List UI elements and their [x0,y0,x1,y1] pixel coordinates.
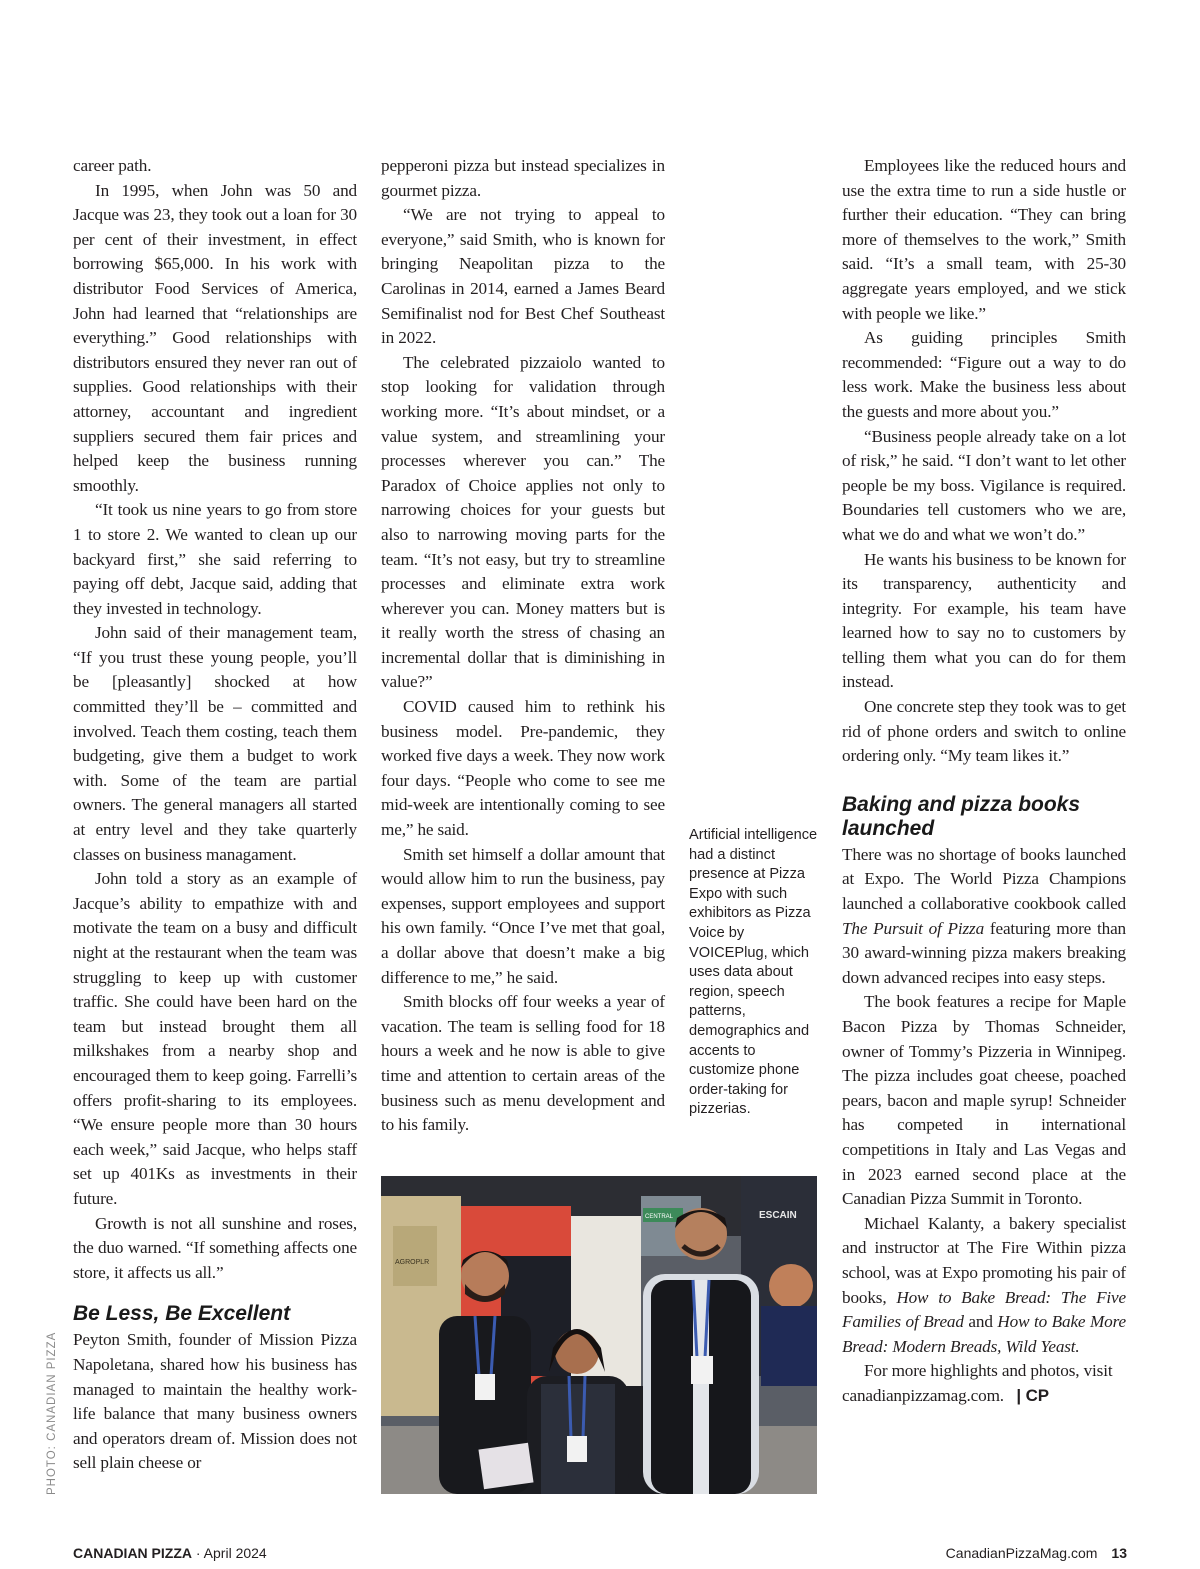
article-column-1 [73,154,357,1476]
issue-date: · April 2024 [192,1545,267,1561]
paragraph: pepperoni pizza but instead specializes in gourmet pizza. [381,156,665,200]
footer-publication [73,1545,267,1561]
text-span: There was no shortage of books launched at Expo. The World Pizza Champions launched a collaborative cookbook called [842,844,1126,914]
publication-name: CANADIAN PIZZA [73,1545,192,1561]
footer-site [946,1545,1127,1561]
paragraph: In 1995, when John was 50 and Jacque was 23, they took out a loan for 30 per cent of their investment, in effect borrowing $65,000. In his work with distributor Food Services of America, John had learned that “relationships are everything.” Good relationships with distributors ensured they never ran out of supplies. Good relationships with their attorney, accountant and ingredient suppliers secured them fair prices and helped keep the business running smoothly. [73,180,357,495]
paragraph: “It took us nine years to go from store 1 to store 2. We wanted to clean up our backyard first,” she said referring to paying off debt, Jacque said, adding that they invested in technology. [73,500,357,618]
paragraph [842,1212,1126,1360]
book-title: The Pursuit of Pizza [842,918,985,938]
article-column-3 [842,154,1126,1409]
page-number: 13 [1111,1545,1127,1561]
closing-text: For more highlights and photos, visit canadianpizzamag.com. [842,1361,1113,1405]
paragraph: Smith set himself a dollar amount that would allow him to run the business, pay expenses, support employees and support his own family. “Once I’ve met that goal, a dollar above that doesn’t make a big difference to me,” he said. [381,844,665,987]
end-mark: | CP [1016,1385,1049,1405]
subheading-baking-books: Baking and pizza books launched [842,792,1081,840]
expo-photo [381,1176,817,1494]
paragraph: Growth is not all sunshine and roses, the duo warned. “If something affects one store, it affects us all.” [73,1213,357,1282]
book-title: How to Bake Bread: The Five Families of Bread [842,1287,1127,1332]
article-column-2 [381,154,665,1138]
text-span: and [963,1312,998,1332]
book-title: How to Bake More Bread: Modern Breads, Wild Yeast. [842,1312,1126,1356]
paragraph: He wants his business to be known for its transparency, authenticity and integrity. For example, his team have learned how to say no to customers by telling them what you can do for them instead. [842,549,1126,692]
expo-photo-illustration [381,1176,817,1494]
paragraph: career path. [73,156,152,175]
text-span: Michael Kalanty, a bakery specialist and instructor at The Fire Within pizza school, was at Expo promoting his pair of books, [842,1213,1126,1307]
paragraph: As guiding principles Smith recommended: “Figure out a way to do less work. Make the business less about the guests and more about you.” [842,328,1126,421]
photo-credit: PHOTO: CANADIAN PIZZA [46,1331,58,1495]
text-span: featuring more than 30 award-winning pizza makers breaking down advanced recipes into easy steps. [842,918,1126,987]
paragraph: “Business people already take on a lot of risk,” he said. “I don’t want to let other people be my boss. Vigilance is required. Boundaries tell customers who we are, what we do and what we won’t do.” [842,426,1126,544]
paragraph: The celebrated pizzaiolo wanted to stop looking for validation through working more. “It’s about mindset, or a value system, and streamlining your processes wherever you can.” The Paradox of Choice applies not only to narrowing choices for your guests but also to narrowing moving parts for the team. “It’s not easy, but try to streamline processes and eliminate extra work wherever you can. Money matters but is it really worth the stress of chasing an incremental dollar that is diminishing in value?” [381,352,665,692]
subheading-be-less: Be Less, Be Excellent [73,1302,291,1326]
booth-sign-center: CENTRAL [645,1214,674,1220]
paragraph [842,843,1126,991]
paragraph: “We are not trying to appeal to everyone,” said Smith, who is known for bringing Neapolitan pizza to the Carolinas in 2014, earned a James Beard Semifinalist nod for Best Chef Southeast in 2022. [381,205,665,348]
paragraph: The book features a recipe for Maple Bacon Pizza by Thomas Schneider, owner of Tommy’s Pizzeria in Winnipeg. The pizza includes goat cheese, poached pears, bacon and maple syrup! Schneider has competed in international competitions in Italy and Las Vegas and in 2023 earned second place at the Canadian Pizza Summit in Toronto. [842,992,1126,1209]
paragraph: One concrete step they took was to get rid of phone orders and switch to online ordering only. “My team likes it.” [842,697,1126,766]
paragraph: John told a story as an example of Jacque’s ability to empathize with and motivate the team on a busy and difficult night at the restaurant when the team was struggling to keep up with customer traffic. She could have been hard on the team but instead brought them all milkshakes from a nearby shop and encouraged them to keep going. Farrelli’s offers profit-sharing to its employees. “We ensure people more than 30 hours each week,” said Jacque, who helps staff set up 401Ks as investments in their future. [73,869,357,1208]
paragraph: Smith blocks off four weeks a year of vacation. The team is selling food for 18 hours a week and he now is able to give time and attention to certain areas of the business such as menu development and to his family. [381,992,665,1135]
paragraph: COVID caused him to rethink his business model. Pre-pandemic, they worked five days a week. They now work four days. “People who come to see me mid-week are intentionally coming to see me,” he said. [381,697,665,840]
paragraph: Employees like the reduced hours and use the extra time to run a side hustle or further their education. “They can bring more of themselves to the work,” Smith said. “It’s a small team, with 25-30 aggregate years employed, and we stick with people we like.” [842,156,1126,323]
photo-caption: Artificial intelligence had a distinct presence at Pizza Expo with such exhibitors as Pizza Voice by VOICEPlug, which uses data about region, speech patterns, demographics and accents to customize phone order-taking for pizzerias. [689,827,818,1118]
website-url: CanadianPizzaMag.com [945,1545,1098,1561]
booth-sign-right: ESCAIN [759,1210,797,1221]
booth-sign-left: AGROPLR [395,1259,430,1266]
paragraph [842,1359,1126,1408]
paragraph: Peyton Smith, founder of Mission Pizza Napoletana, shared how his business has managed to maintain the healthy work-life balance that many business owners and operators dream of. Mission does not sell plain cheese or [73,1330,357,1473]
paragraph: John said of their management team, “If you trust these young people, you’ll be [pleasantly] shocked at how committed they’ll be – committed and involved. Teach them costing, teach them budgeting, give them a budget to work with. Some of the team are partial owners. The general managers all started at entry level and they take quarterly classes on business managament. [73,623,357,864]
